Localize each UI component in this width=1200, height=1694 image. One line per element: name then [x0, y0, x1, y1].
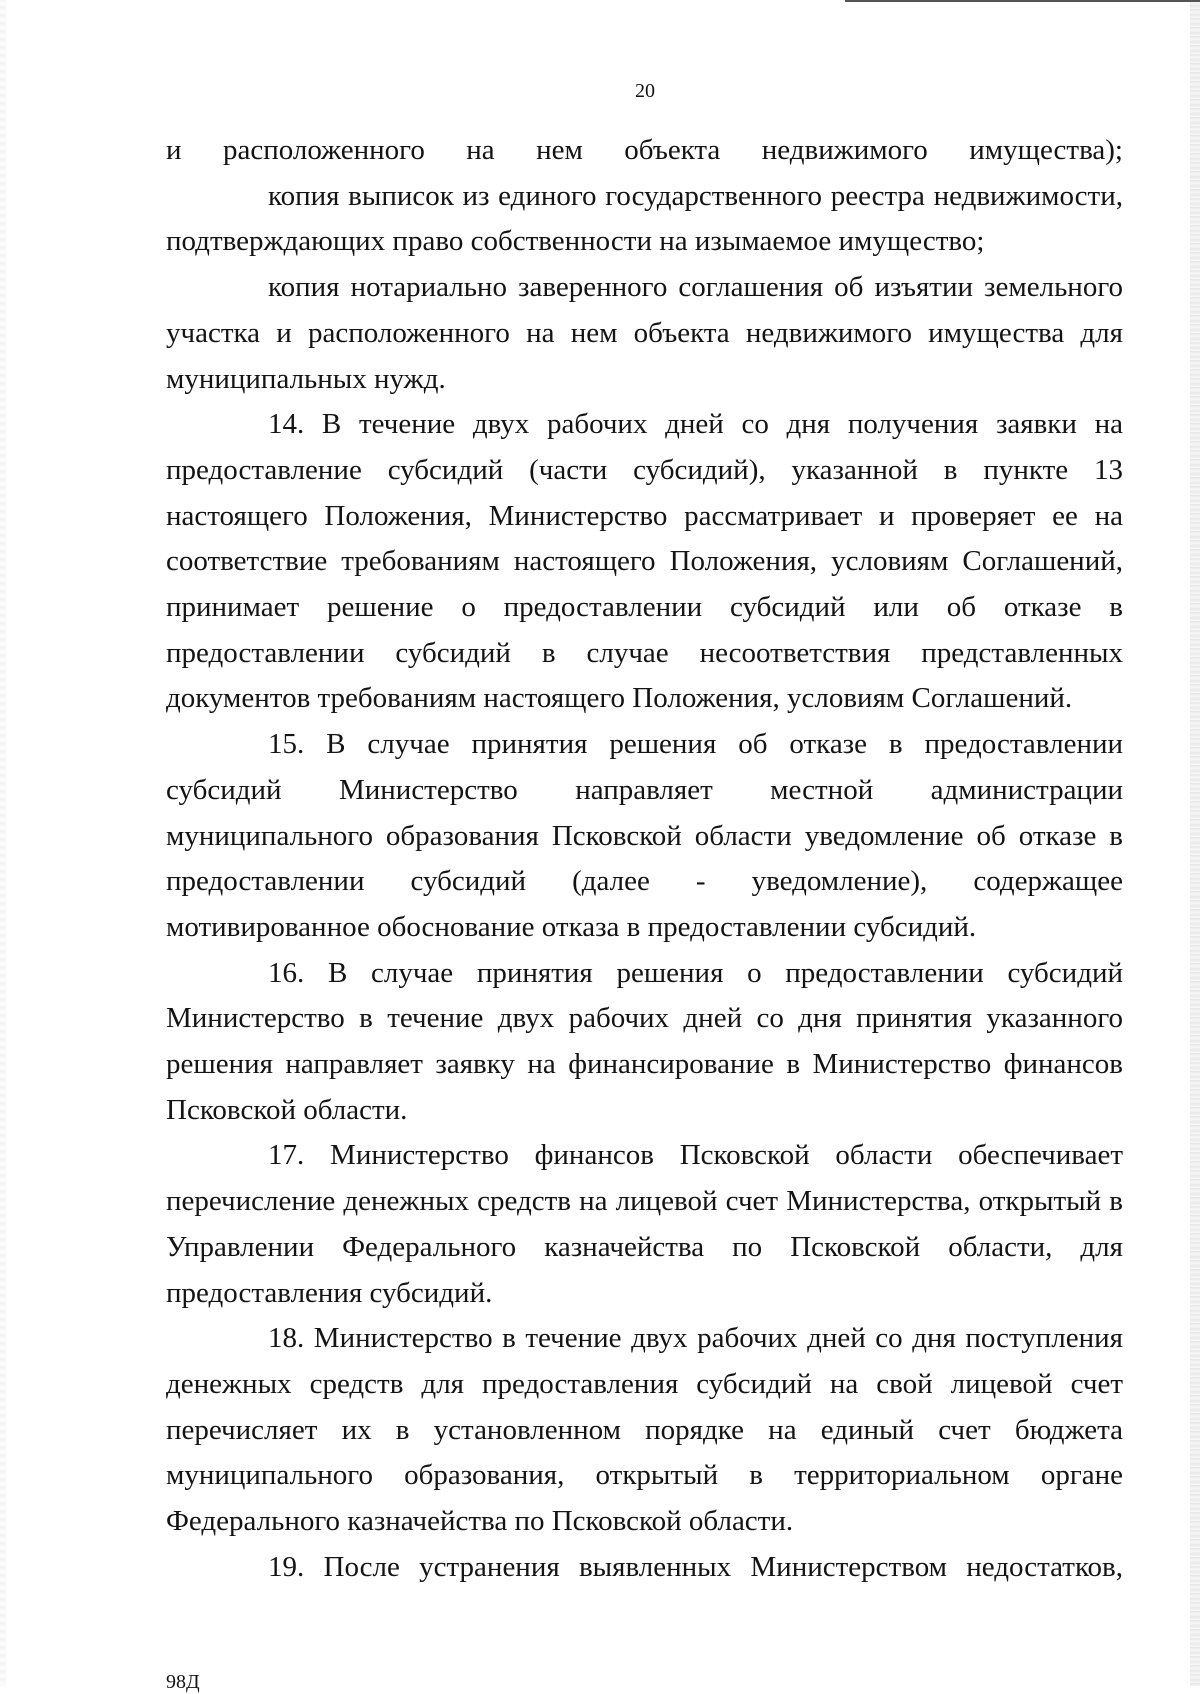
paragraph-continuation: и расположенного на нем объекта недвижимого имущества);: [166, 134, 1123, 166]
scan-edge-right: [1190, 0, 1200, 1686]
top-rule: [845, 0, 1200, 2]
page-number: 20: [635, 80, 655, 102]
paragraph-registry-extract: копия выписок из единого государственного реестра недвижимости, подтверждающих право собственности на изымаемое имущество;: [166, 179, 1123, 258]
scan-edge-left: [0, 0, 6, 1686]
paragraph-19: 19. После устранения выявленных Министерством недостатков,: [268, 1550, 1123, 1583]
paragraph-16: 16. В случае принятия решения о предоставлении субсидий Министерство в течение двух рабочих дней со дня принятия указанного решения направляет заявку на финансирование в Министерство финансов Псковской области.: [166, 956, 1123, 1126]
footer-code: 98Д: [166, 1671, 200, 1693]
paragraph-15: 15. В случае принятия решения об отказе в предоставлении субсидий Министерство направляет местной администрации муниципального образования Псковской области уведомление об отказе в предоставлении субсидий (далее - уведомление), содержащее мотивированное обоснование отказа в предоставлении субсидий.: [166, 728, 1123, 943]
paragraph-18: 18. Министерство в течение двух рабочих дней со дня поступления денежных средств для предоставления субсидий на свой лицевой счет перечисляет их в установленном порядке на единый счет бюджета муниципального образования, открытый в территориальном органе Федерального казначейства по Псковской области.: [166, 1322, 1123, 1538]
document-body: [166, 128, 1123, 1591]
paragraph-17: 17. Министерство финансов Псковской области обеспечивает перечисление денежных средств на лицевой счет Министерства, открытый в Управлении Федерального казначейства по Псковской области, для предоставления субсидий.: [166, 1139, 1123, 1309]
paragraph-notarial-agreement: копия нотариально заверенного соглашения об изъятии земельного участка и расположенного на нем объекта недвижимого имущества для муниципальных нужд.: [166, 271, 1123, 395]
paragraph-14: 14. В течение двух рабочих дней со дня получения заявки на предоставление субсидий (части субсидий), указанной в пункте 13 настоящего Положения, Министерство рассматривает и проверяет ее на соответствие требованиям настоящего Положения, условиям Соглашений, принимает решение о предоставлении субсидий или об отказе в предоставлении субсидий в случае несоответствия представленных документов требованиям настоящего Положения, условиям Соглашений.: [166, 408, 1123, 715]
